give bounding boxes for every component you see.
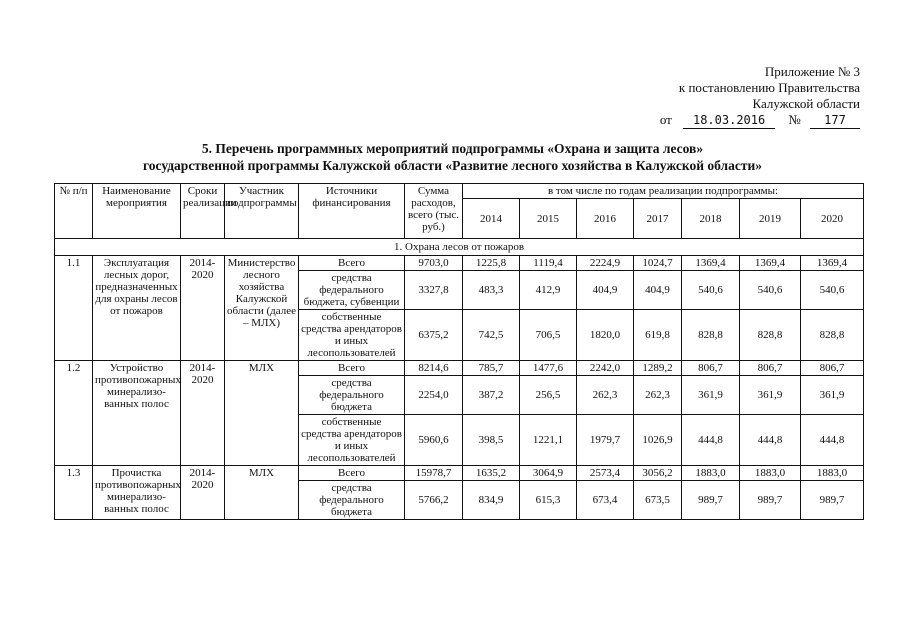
year-value: 404,9 — [634, 271, 682, 310]
year-value: 806,7 — [682, 361, 740, 376]
year-value: 540,6 — [740, 271, 801, 310]
year-value: 673,5 — [634, 481, 682, 520]
decree-date: 18.03.2016 — [683, 112, 775, 129]
year-value: 785,7 — [463, 361, 520, 376]
funding-source: средства федерального бюджета — [299, 481, 405, 520]
item-name: Эксплуатация лесных дорог, предназначенных для охраны лесов от пожаров — [93, 256, 181, 361]
year-value: 262,3 — [634, 376, 682, 415]
year-value: 444,8 — [801, 415, 864, 466]
year-value: 2224,9 — [577, 256, 634, 271]
funding-source: собственные средства арендаторов и иных лесопользователей — [299, 310, 405, 361]
year-value: 828,8 — [740, 310, 801, 361]
year-value: 361,9 — [801, 376, 864, 415]
year-value: 361,9 — [682, 376, 740, 415]
sum-value: 9703,0 — [405, 256, 463, 271]
year-value: 444,8 — [740, 415, 801, 466]
item-period: 2014-2020 — [181, 361, 225, 466]
year-value: 361,9 — [740, 376, 801, 415]
year-value: 256,5 — [520, 376, 577, 415]
year-value: 1221,1 — [520, 415, 577, 466]
year-value: 1289,2 — [634, 361, 682, 376]
year-value: 1369,4 — [682, 256, 740, 271]
sum-value: 8214,6 — [405, 361, 463, 376]
year-value: 1883,0 — [801, 466, 864, 481]
item-number: 1.3 — [55, 466, 93, 520]
year-value: 387,2 — [463, 376, 520, 415]
header-year: 2015 — [520, 199, 577, 239]
header-year: 2020 — [801, 199, 864, 239]
year-value: 262,3 — [577, 376, 634, 415]
item-participant: Министерство лесного хозяйства Калужской области (далее – МЛХ) — [225, 256, 299, 361]
year-value: 619,8 — [634, 310, 682, 361]
year-value: 828,8 — [682, 310, 740, 361]
header-years-group: в том числе по годам реализации подпрограммы: — [463, 184, 864, 199]
year-value: 806,7 — [801, 361, 864, 376]
sum-value: 6375,2 — [405, 310, 463, 361]
year-value: 2573,4 — [577, 466, 634, 481]
program-table — [54, 183, 864, 520]
year-value: 806,7 — [740, 361, 801, 376]
appendix-line-2: к постановлению Правительства — [678, 80, 860, 95]
year-value: 398,5 — [463, 415, 520, 466]
item-name: Прочистка противопожарных минерализо-ванных полос — [93, 466, 181, 520]
header-sum: Сумма расходов, всего (тыс. руб.) — [405, 184, 463, 239]
appendix-line-3: Калужской области — [752, 96, 860, 111]
decree-number: 177 — [810, 112, 860, 129]
header-source: Источники финансирования — [299, 184, 405, 239]
year-value: 483,3 — [463, 271, 520, 310]
year-value: 1883,0 — [682, 466, 740, 481]
header-name: Наименование мероприятия — [93, 184, 181, 239]
document-title — [0, 140, 905, 174]
sum-value: 5960,6 — [405, 415, 463, 466]
title-line-1: 5. Перечень программных мероприятий подпрограммы «Охрана и защита лесов» — [201, 141, 704, 156]
header-year: 2018 — [682, 199, 740, 239]
section-title: 1. Охрана лесов от пожаров — [55, 239, 864, 256]
header-period: Сроки реализации — [181, 184, 225, 239]
item-number: 1.1 — [55, 256, 93, 361]
funding-source: средства федерального бюджета — [299, 376, 405, 415]
year-value: 3064,9 — [520, 466, 577, 481]
header-num: № п/п — [55, 184, 93, 239]
table-row — [55, 256, 864, 271]
year-value: 1369,4 — [801, 256, 864, 271]
item-period: 2014-2020 — [181, 466, 225, 520]
year-value: 1820,0 — [577, 310, 634, 361]
year-value: 706,5 — [520, 310, 577, 361]
year-value: 989,7 — [801, 481, 864, 520]
funding-source: Всего — [299, 256, 405, 271]
number-label: № — [788, 112, 801, 127]
year-value: 540,6 — [801, 271, 864, 310]
from-label: от — [659, 112, 672, 127]
year-value: 1369,4 — [740, 256, 801, 271]
table-row — [55, 361, 864, 376]
sum-value: 2254,0 — [405, 376, 463, 415]
year-value: 1477,6 — [520, 361, 577, 376]
header-year: 2019 — [740, 199, 801, 239]
header-year: 2016 — [577, 199, 634, 239]
appendix-block — [660, 64, 860, 129]
sum-value: 3327,8 — [405, 271, 463, 310]
appendix-line-1: Приложение № 3 — [764, 64, 860, 79]
year-value: 615,3 — [520, 481, 577, 520]
year-value: 673,4 — [577, 481, 634, 520]
item-period: 2014-2020 — [181, 256, 225, 361]
year-value: 834,9 — [463, 481, 520, 520]
year-value: 1225,8 — [463, 256, 520, 271]
year-value: 444,8 — [682, 415, 740, 466]
year-value: 540,6 — [682, 271, 740, 310]
sum-value: 15978,7 — [405, 466, 463, 481]
funding-source: средства федерального бюджета, субвенции — [299, 271, 405, 310]
year-value: 742,5 — [463, 310, 520, 361]
item-participant: МЛХ — [225, 466, 299, 520]
year-value: 404,9 — [577, 271, 634, 310]
year-value: 3056,2 — [634, 466, 682, 481]
funding-source: Всего — [299, 361, 405, 376]
sum-value: 5766,2 — [405, 481, 463, 520]
appendix-signature-line — [660, 112, 860, 129]
year-value: 412,9 — [520, 271, 577, 310]
header-participant: Участник подпрограммы — [225, 184, 299, 239]
header-year: 2014 — [463, 199, 520, 239]
year-value: 1979,7 — [577, 415, 634, 466]
year-value: 1026,9 — [634, 415, 682, 466]
item-number: 1.2 — [55, 361, 93, 466]
table-row — [55, 466, 864, 481]
year-value: 1883,0 — [740, 466, 801, 481]
year-value: 1024,7 — [634, 256, 682, 271]
year-value: 1635,2 — [463, 466, 520, 481]
year-value: 989,7 — [682, 481, 740, 520]
funding-source: Всего — [299, 466, 405, 481]
item-name: Устройство противопожарных минерализо-ванных полос — [93, 361, 181, 466]
funding-source: собственные средства арендаторов и иных лесопользователей — [299, 415, 405, 466]
year-value: 2242,0 — [577, 361, 634, 376]
header-year: 2017 — [634, 199, 682, 239]
item-participant: МЛХ — [225, 361, 299, 466]
year-value: 1119,4 — [520, 256, 577, 271]
year-value: 828,8 — [801, 310, 864, 361]
year-value: 989,7 — [740, 481, 801, 520]
title-line-2: государственной программы Калужской области «Развитие лесного хозяйства в Калужской области» — [142, 158, 763, 173]
